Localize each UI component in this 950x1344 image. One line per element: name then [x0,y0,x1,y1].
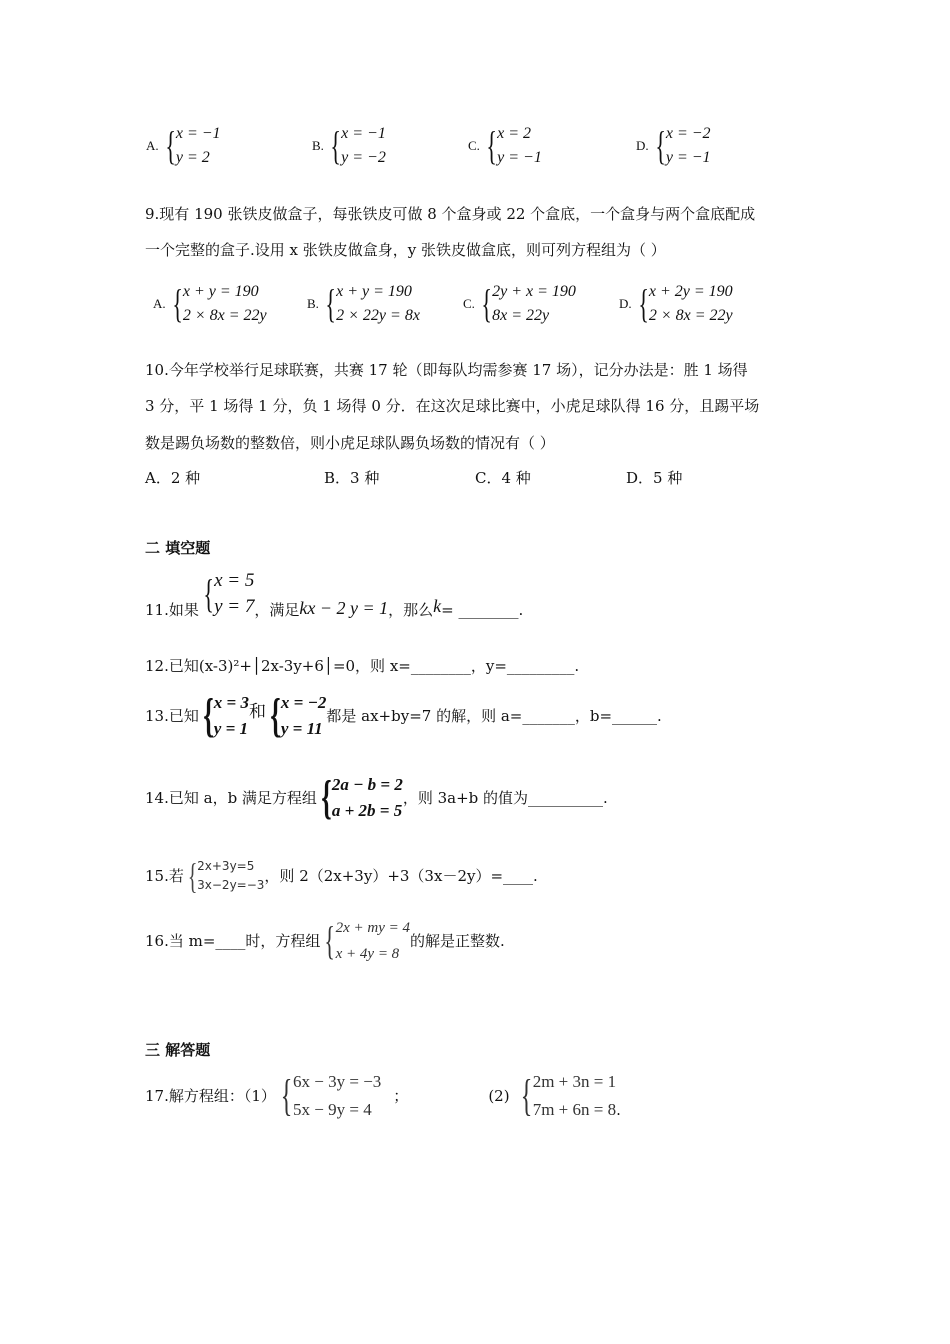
q14-prefix: 14.已知 a，b 满足方程组 [145,789,317,807]
brace-icon: { [481,281,492,326]
brace-icon: { [324,918,336,963]
equation-system [197,857,264,895]
brace-icon: { [325,281,336,326]
q8-option-a [146,122,221,170]
q10-line3: 数是踢负场数的整数倍，则小虎足球队踢负场数的情况有（ ） [145,434,555,452]
equation: 2x+3y=5 [197,859,255,873]
q17-label-2: (2) [488,1087,510,1105]
q13-prefix: 13.已知 [145,707,199,725]
q16 [145,915,505,967]
equation: x + y = 190 [336,283,412,300]
equation: x = 3 [213,693,249,712]
q13-suffix: 都是 ax+by=7 的解，则 a=_______，b=______. [326,707,662,725]
equation: y = −1 [497,149,542,166]
q14-suffix: ，则 3a+b 的值为__________. [402,789,608,807]
equation-system [293,1068,381,1124]
q8-option-d [636,122,711,170]
equation-system [533,1068,616,1124]
equation: x = −1 [341,125,386,142]
equation-system [497,122,542,170]
equation-system [183,280,267,328]
option-label: D. [636,138,649,153]
equation: 2 × 22y = 8x [336,307,420,324]
equation-system [281,690,327,742]
equation: 6x − 3y = −3 [293,1072,382,1091]
q16-prefix: 16.当 m=____时，方程组 [145,932,321,950]
equation-system [492,280,576,328]
q9-option-c [463,280,576,328]
q10-line1: 10.今年学校举行足球联赛，共赛 17 轮（即每队均需参赛 17 场），记分办法是：胜 1 场得 [145,361,748,379]
option-label: C. [468,138,480,153]
q15-prefix: 15.若 [145,867,184,885]
equation-system [332,772,403,824]
q9-line1: 9.现有 190 张铁皮做盒子，每张铁皮可做 8 个盒身或 22 个盒底，一个盒身与两个盒底配成 [145,205,756,223]
equation: 2x + my = 4 [335,920,411,936]
q11-prefix: 11.如果 [145,601,199,619]
q11-mid: ，满足 [254,601,300,619]
equation: 8x = 22y [492,307,550,324]
brace-icon: { [520,1071,532,1120]
equation: x = −2 [665,125,711,142]
equation-system [336,915,410,967]
equation-system [176,122,221,170]
q17-prefix: 17.解方程组：（1） [145,1087,276,1105]
q11-suffix: = ________. [441,601,524,619]
section-heading-solve: 三 解答题 [145,1041,211,1059]
q9-line2: 一个完整的盒子.设用 x 张铁皮做盒身，y 张铁皮做盒底，则可列方程组为（ ） [145,241,666,259]
q9-option-d [619,280,733,328]
brace-icon: { [171,281,183,326]
equation: 2 × 8x = 22y [182,307,267,324]
q8-option-c [468,122,542,170]
option-label: B. [312,138,324,153]
brace-icon: { [321,771,332,824]
equation: x + 2y = 190 [648,283,733,300]
section-heading-fill-in: 二 填空题 [145,539,211,557]
option-label: D. [619,296,632,311]
brace-icon: { [164,123,176,168]
q9-option-b [307,280,420,328]
equation: x = −1 [175,125,221,142]
q12: 12.已知(x-3)²+│2x-3y+6│=0，则 x=________，y=_________. [145,657,580,675]
equation: x + y = 190 [182,283,259,300]
q10-option-a: A．2 种 [145,469,201,487]
brace-icon: { [486,123,497,168]
brace-icon: { [187,856,198,896]
q10-line2: 3 分，平 1 场得 1 分，负 1 场得 0 分．在这次足球比赛中，小虎足球队得 16 分，且踢平场 [145,397,760,415]
equation-system [214,568,254,620]
equation: 2y + x = 190 [492,283,576,300]
equation: 2a − b = 2 [331,775,403,794]
option-label: A. [146,138,159,153]
equation: y = 2 [175,149,210,166]
brace-icon: { [280,1071,293,1120]
equation: x = 5 [214,570,255,591]
q11 [145,568,523,620]
equation-system [666,122,711,170]
brace-icon: { [654,123,666,168]
q17 [145,1068,621,1124]
equation: y = 1 [213,719,249,738]
q11-k: k [433,596,442,616]
equation: x + 4y = 8 [335,946,400,962]
equation: y = −2 [341,149,386,166]
equation-system [214,690,249,742]
equation: 2 × 8x = 22y [648,307,733,324]
q11-expression: kx − 2 y = 1 [299,598,389,618]
q14 [145,772,608,824]
q13 [145,690,662,742]
brace-icon: { [203,571,214,616]
q10-option-c: C．4 种 [475,469,531,487]
equation: 2m + 3n = 1 [532,1072,617,1091]
equation: y = −1 [665,149,711,166]
q10-option-d: D．5 种 [626,469,683,487]
option-label: C. [463,296,475,311]
equation: y = 7 [214,596,255,617]
equation: 5x − 9y = 4 [293,1100,372,1119]
q11-then: ，那么 [388,601,434,619]
q10-option-b: B．3 种 [324,469,380,487]
brace-icon: { [203,689,214,742]
q16-suffix: 的解是正整数. [410,932,505,950]
equation: 3x−2y=−3 [197,878,265,892]
option-label: A. [153,296,166,311]
q9-option-a [153,280,267,328]
q17-end: . [616,1101,621,1119]
equation-system [649,280,733,328]
equation: y = 11 [280,719,323,738]
q8-option-b [312,122,386,170]
equation-system [341,122,386,170]
equation: x = −2 [280,693,327,712]
brace-icon: { [330,123,341,168]
equation: 7m + 6n = 8 [532,1100,617,1119]
q15-suffix: ，则 2（2x+3y）+3（3x－2y）=____. [264,867,538,885]
brace-icon: { [270,689,281,742]
q13-and: 和 [248,702,266,722]
equation: a + 2b = 5 [331,801,403,820]
q17-separator: ； [393,1087,409,1105]
brace-icon: { [637,281,649,326]
equation-system [336,280,420,328]
q15 [145,856,538,896]
option-label: B. [307,296,319,311]
equation: x = 2 [497,125,532,142]
